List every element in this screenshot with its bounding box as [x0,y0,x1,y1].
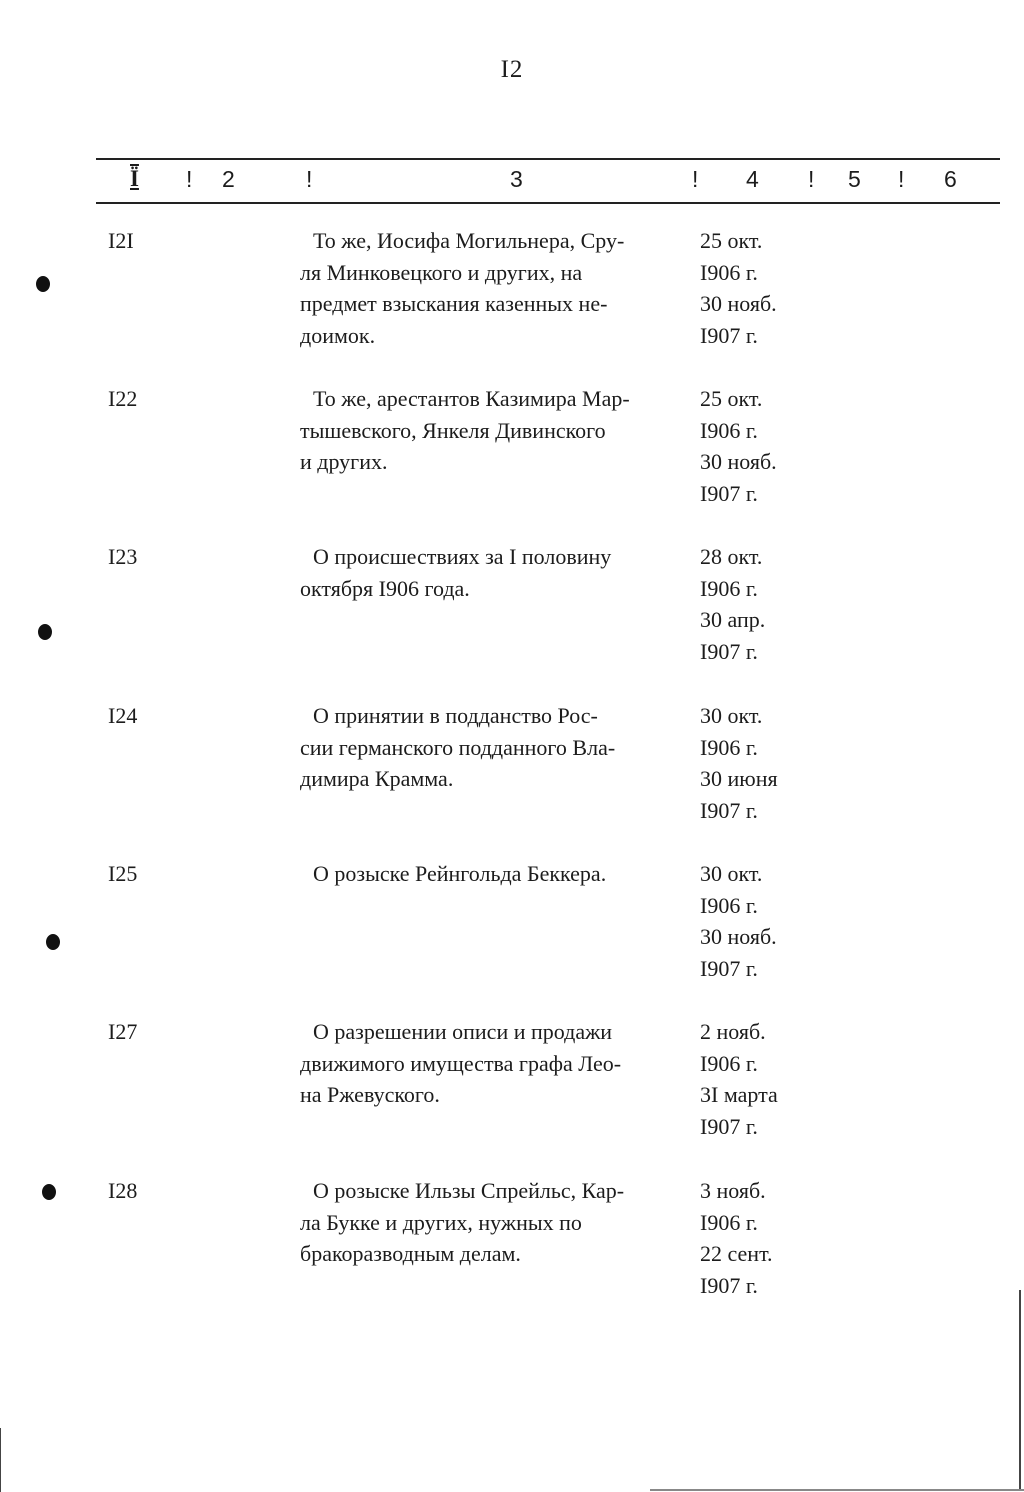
date-line: 28 окт. [700,544,763,569]
record-number: I23 [108,544,138,569]
record-number: I24 [108,703,138,728]
table-header [0,166,1024,196]
description-line: доимок. [300,322,376,348]
punch-hole-mark [42,1184,56,1200]
record-description [300,1016,700,1111]
date-line: 30 нояб. [700,924,777,949]
punch-hole-mark [38,624,52,640]
record-number: I25 [108,861,138,886]
description-line: октября I906 года. [300,575,470,601]
record-description [300,858,700,890]
header-separator: ! [898,166,905,192]
record-dates [700,225,820,351]
record-number: I28 [108,1178,138,1203]
date-line: 22 сент. [700,1241,773,1266]
description-line: То же, Иосифа Могильнера, Сру- [313,228,625,253]
description-line: сии германского подданного Вла- [300,734,616,760]
header-top-rule [96,158,1000,160]
header-col-3: 3 [510,166,523,192]
date-line: I907 г. [700,480,758,506]
description-line: ля Минковецкого и других, на [300,259,583,285]
header-bottom-rule [96,202,1000,204]
header-separator: ! [186,166,193,192]
description-line: То же, арестантов Казимира Мар- [313,386,630,411]
date-line: 25 окт. [700,386,763,411]
date-line: 3 нояб. [700,1178,766,1203]
record-dates [700,700,820,826]
date-line: I906 г. [700,417,758,443]
description-line: О происшествиях за I половину [313,544,612,569]
record-description [300,1175,700,1270]
description-line: ла Букке и других, нужных по [300,1209,582,1235]
description-line: на Ржевуского. [300,1082,440,1107]
date-line: I906 г. [700,259,758,285]
description-line: О разрешении описи и продажи [313,1019,613,1044]
date-line: I907 г. [700,955,758,981]
scan-edge-bottom [650,1489,1024,1491]
date-line: 30 окт. [700,703,763,728]
date-line: 30 июня [700,766,778,791]
description-line: О принятии в подданство Рос- [313,703,598,728]
record-description [300,383,700,478]
record-dates [700,1016,820,1142]
date-line: I906 г. [700,734,758,760]
record-number: I22 [108,386,138,411]
description-line: тышевского, Янкеля Дивинского [300,417,606,443]
description-line: О розыске Рейнгольда Беккера. [313,861,607,886]
date-line: 2 нояб. [700,1019,766,1044]
date-line: 25 окт. [700,228,763,253]
description-line: бракоразводным делам. [300,1241,521,1266]
record-description [300,541,700,604]
date-line: 30 нояб. [700,291,777,316]
header-col-2: 2 [222,166,235,192]
record-description [300,225,700,351]
header-separator: ! [692,166,699,192]
scan-edge-left [0,1428,1,1492]
header-col-4: 4 [746,166,759,192]
date-line: I907 г. [700,638,758,664]
date-line: I907 г. [700,322,758,348]
date-line: I906 г. [700,1050,758,1076]
header-col-6: 6 [944,166,957,192]
date-line: I906 г. [700,1209,758,1235]
punch-hole-mark [36,276,50,292]
description-line: О розыске Ильзы Спрейльс, Кар- [313,1178,625,1203]
header-col-1: Ï [130,166,139,191]
date-line: 30 нояб. [700,449,777,474]
header-separator: ! [306,166,313,192]
page-number: I2 [500,56,524,83]
record-description [300,700,700,795]
description-line: и других. [300,449,388,474]
header-separator: ! [808,166,815,192]
description-line: предмет взыскания казенных не- [300,291,608,316]
date-line: I907 г. [700,1272,758,1298]
record-number: I27 [108,1019,138,1044]
date-line: 30 апр. [700,607,766,632]
date-line: 3I марта [700,1082,778,1107]
header-col-5: 5 [848,166,861,192]
punch-hole-mark [46,934,60,950]
record-dates [700,541,820,667]
date-line: 30 окт. [700,861,763,886]
record-dates [700,858,820,984]
record-dates [700,1175,820,1301]
record-dates [700,383,820,509]
date-line: I907 г. [700,797,758,823]
scan-edge-right [1019,1290,1021,1490]
description-line: димира Крамма. [300,766,454,791]
description-line: движимого имущества графа Лео- [300,1050,622,1076]
date-line: I906 г. [700,892,758,918]
date-line: I907 г. [700,1113,758,1139]
record-number: I2I [108,228,134,253]
date-line: I906 г. [700,575,758,601]
